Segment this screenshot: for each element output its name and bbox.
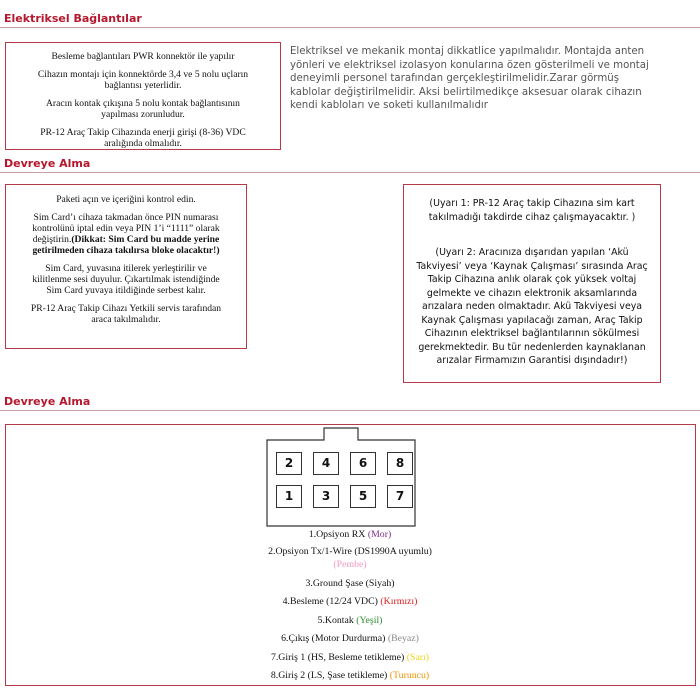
electrical-info-box xyxy=(5,42,281,150)
pin-color-name: (Pembe) xyxy=(333,558,367,570)
pwr-connector xyxy=(266,427,416,527)
pin-2: 2 xyxy=(276,452,302,475)
pin-label: 4.Besleme (12/24 VDC) xyxy=(282,596,378,607)
pin-legend-row xyxy=(0,593,700,612)
activation-steps-box xyxy=(5,184,247,349)
pin-color-name: (Beyaz) xyxy=(387,633,419,644)
pin-3: 3 xyxy=(313,485,339,508)
pin-label: 8.Giriş 2 (LS, Şase tetikleme) xyxy=(270,670,388,681)
section-divider xyxy=(0,172,700,173)
pin-4: 4 xyxy=(313,452,339,475)
pin-legend xyxy=(0,526,700,686)
warning-box xyxy=(403,184,661,383)
pin-color-name: (Turuncu) xyxy=(389,670,430,681)
warning-1: (Uyarı 1: PR-12 Araç takip Cihazına sim kart takılmadığı takdirde cihaz çalışmayacaktır. ) xyxy=(428,198,636,223)
pin-color-name: (Yeşil) xyxy=(356,614,383,626)
electrical-text-2: Cihazın montajı için konnektörde 3,4 ve 5 nolu uçların bağlantısı yeterlidir. xyxy=(37,69,249,91)
electrical-text-1: Besleme bağlantıları PWR konnektör ile yapılır xyxy=(51,51,235,62)
pin-5: 5 xyxy=(350,485,376,508)
pin-7: 7 xyxy=(387,485,413,508)
activation-step-2 xyxy=(18,212,234,256)
sim-warning-bold: (Dikkat: Sim Card bu madde yerine getirilmeden cihaza takılırsa bloke olacaktır!) xyxy=(32,234,220,256)
pin-legend-row xyxy=(0,575,700,594)
pin-legend-row xyxy=(0,649,700,668)
activation-step-2-text: Sim Card’ı cihaza takmadan önce PIN numarası kontrolünü iptal edin veya PIN 1’i “1111” olarak değiştirin. xyxy=(32,212,220,245)
pin-label: 6.Çıkış (Motor Durdurma) xyxy=(281,633,386,644)
electrical-text-4: PR-12 Araç Takip Cihazında enerji girişi (8-36) VDC aralığında olmalıdır. xyxy=(40,127,246,149)
pin-legend-row xyxy=(0,545,700,575)
connector-outline xyxy=(266,427,416,527)
pin-label: 3.Ground Şase (Siyah) xyxy=(305,577,395,589)
pin-label: 7.Giriş 1 (HS, Besleme tetikleme) xyxy=(270,651,405,663)
pin-label: 1.Opsiyon RX xyxy=(308,529,366,540)
pin-legend-row xyxy=(0,612,700,631)
pin-legend-row xyxy=(0,667,700,686)
pin-color-name: (Mor) xyxy=(367,529,392,540)
section-divider xyxy=(0,27,700,28)
section-title-activation-2: Devreye Alma xyxy=(4,395,91,408)
electrical-mounting-note: Elektriksel ve mekanik montaj dikkatlice yapılmalıdır. Montajda anten yönleri ve elektriksel izolasyon konularına özen gösterilmeli ve montaj deneyimli personel tarafından gerçekleştirilmelidir.Zarar görmüş kablolar değiştirilmelidir. Aksi belirtilmedikçe aksesuar olarak cihazın kendi kabloları ve soketi kullanılmalıdır xyxy=(290,46,649,112)
activation-step-3: Sim Card, yuvasına itilerek yerleştirilir ve kilitlenme sesi duyulur. Çıkartılmak istendiğinde Sim Card yuvaya itildiğinde serbest kalır. xyxy=(32,263,220,296)
pin-color-name: (Kırmızı) xyxy=(380,596,418,607)
section-title-electrical: Elektriksel Bağlantılar xyxy=(4,12,142,25)
pin-legend-row xyxy=(0,630,700,649)
section-title-activation: Devreye Alma xyxy=(4,157,91,170)
warning-2: (Uyarı 2: Aracınıza dışarıdan yapılan ‘Akü Takviyesi’ veya ‘Kaynak Çalışması’ sırasında Araç Takip Cihazına anlık olarak çok yüksek voltaj gelmekte ve cihazın elektronik aksamlarında arızalara neden olmaktadır. Akü Takviyesi veya Kaynak Çalışması yapılacağı zaman, Araç Takip Cihazının elektriksel bağlantılarının sökülmesi gerekmektedir. Bu tür nedenlerden kaynaklanan arızalar Firmamızın Garantisi dışındadır!) xyxy=(416,247,648,366)
section-divider xyxy=(0,410,700,411)
activation-step-4: PR-12 Araç Takip Cihazı Yetkili servis tarafından araca takılmalıdır. xyxy=(30,303,222,325)
activation-step-1: Paketi açın ve içeriğini kontrol edin. xyxy=(56,194,196,205)
pin-8: 8 xyxy=(387,452,413,475)
electrical-text-3: Aracın kontak çıkışına 5 nolu kontak bağlantısının yapılması zorunludur. xyxy=(46,98,240,120)
pin-label: 2.Opsiyon Tx/1-Wire (DS1990A uyumlu) xyxy=(268,545,432,557)
pin-legend-row xyxy=(0,526,700,545)
pin-label: 5.Kontak xyxy=(317,614,354,626)
pin-1: 1 xyxy=(276,485,302,508)
pin-color-name: (Sarı) xyxy=(406,651,430,663)
pin-6: 6 xyxy=(350,452,376,475)
